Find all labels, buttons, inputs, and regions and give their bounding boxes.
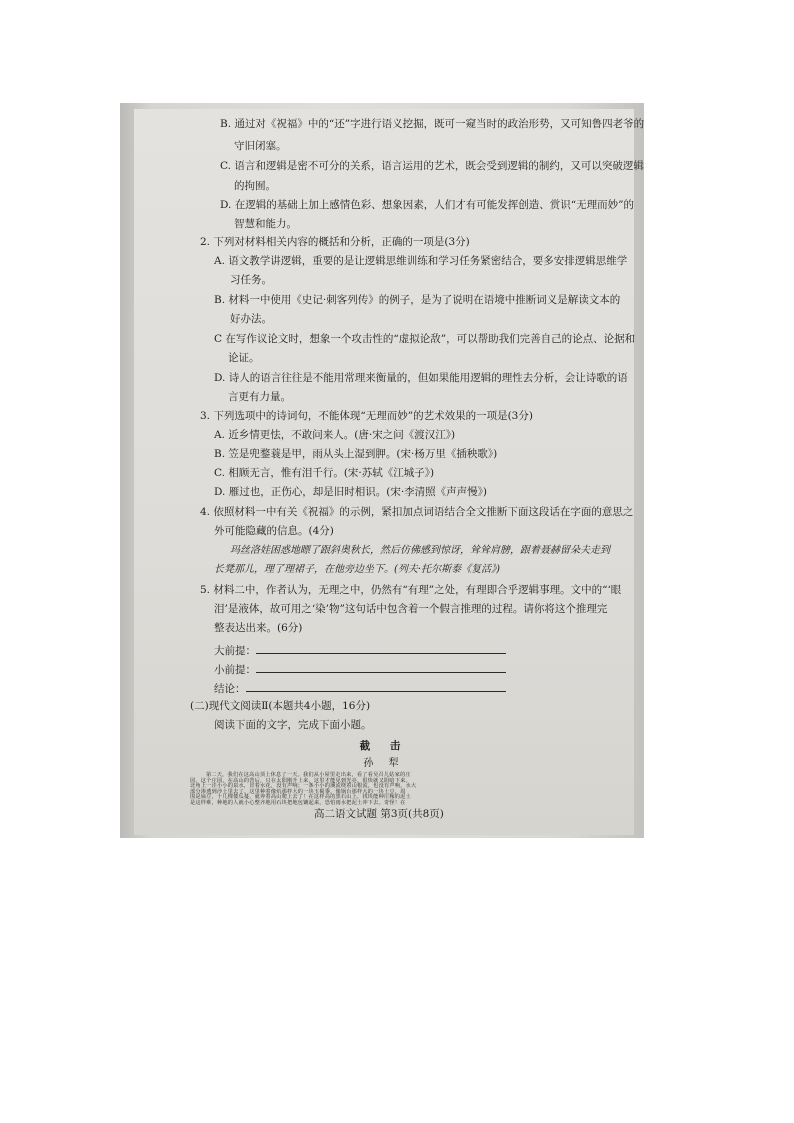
- conclusion-label: 结论：: [214, 683, 246, 695]
- q2-option-d-line1: D. 诗人的语言往往是不能用常理来衡量的，但如果能用逻辑的理性去分析，会让诗歌的语: [214, 372, 628, 384]
- q3-option-d: D. 雁过也，正伤心，却是旧时相识。(宋·李清照《声声慢》): [214, 486, 487, 498]
- q2-option-b-line1: B. 材料一中使用《史记·刺客列传》的例子，是为了说明在语境中推断词义是解读文本的: [214, 294, 621, 306]
- minor-premise-row: [214, 660, 506, 677]
- q5-stem-line3: 整表达出来。(6分): [214, 622, 303, 634]
- article-line: 部分渗透到沙土里去了。这里种着像炕那样大的一块玉蜀黍，像锅台那样大的一块土豆，周: [190, 788, 406, 795]
- q1-option-d-line2: 智慧和能力。: [234, 218, 297, 230]
- q1-option-c-line2: 的拘囿。: [234, 180, 276, 192]
- q2-option-b-line2: 好办法。: [230, 313, 272, 325]
- major-premise-label: 大前提：: [214, 645, 256, 657]
- q4-stem-line1: 4. 依照材料一中有关《祝福》的示例，紧扣加点词语结合全文推断下面这段话在字面的意思之: [200, 506, 634, 518]
- q3-stem: 3. 下列选项中的诗词句，不能体现“无理而妙”的艺术效果的一项是(3分): [200, 410, 533, 422]
- q3-option-b: B. 笠是兜鍪蓑是甲，雨从头上湿到胛。(宋·杨万里《插秧歌》): [214, 448, 498, 460]
- q2-option-d-line2: 言更有力量。: [228, 391, 291, 403]
- q2-stem: 2. 下列对材料相关内容的概括和分析，正确的一项是(3分): [200, 236, 470, 248]
- page-footer: 高二语文试题 第3页(共8页): [314, 808, 444, 820]
- q2-option-a-line1: A. 语文教学讲逻辑，重要的是让逻辑思维训练和学习任务紧密结合，要多安排逻辑思维学: [214, 255, 628, 267]
- photographed-page: [120, 103, 644, 838]
- article-line: 围是扁豆，十几棵倭瓜蔓，就奔着高山爬上去了！在这样高的黑石山上，找块能种庄稼的泥土: [190, 794, 411, 801]
- q3-option-a: A. 近乡情更怯，不敢问来人。(唐·宋之问《渡汉江》): [214, 429, 456, 441]
- q2-option-c-line1: C 在写作议论文时，想象一个攻击性的“虚拟论敌”，可以帮助我们完善自己的论点、论据和: [214, 333, 636, 345]
- q4-quote-line1: 玛丝洛娃困惑地瞟了跟斜奥秋长，然后仿佛感到惊讶，耸耸肩膀，跟着聂赫留朵夫走到: [230, 545, 610, 556]
- exam-sheet: [134, 109, 644, 835]
- q4-quote-line2: 长凳那儿，理了理裙子，在他旁边坐下。(列夫·托尔斯泰《复活》): [214, 564, 500, 575]
- section2-instruction: 阅读下面的文字，完成下面小题。: [214, 719, 372, 731]
- article-line: 是这样难，种地的人就小心整齐地用石块把地包镶起来，恐怕雨水把泥土冲下去。奇怪！在: [190, 800, 406, 806]
- article-line: 第二天，我们在这高山顶上休息了一天。我们从小屋里走出来，看了看吴召儿姑家的庄: [206, 772, 411, 778]
- minor-premise-answer-line[interactable]: [256, 660, 506, 673]
- article-title: 截 击: [359, 740, 409, 752]
- article-line: 北角上一洼小小的泉水，冒着水花，没有声响；一条小小的溪流绕着山根流，也没有声响，水大: [190, 783, 417, 790]
- article-author: 孙 犁: [363, 758, 405, 769]
- q2-option-c-line2: 论证。: [228, 352, 260, 364]
- conclusion-row: [214, 679, 506, 696]
- conclusion-answer-line[interactable]: [246, 679, 506, 692]
- major-premise-row: [214, 641, 506, 658]
- minor-premise-label: 小前提：: [214, 664, 256, 676]
- q5-stem-line2: 泪’是液体，故可用之‘染’物”这句话中包含着一个假言推理的过程。请你将这个推理完: [214, 603, 608, 615]
- section2-heading: (二)现代文阅读Ⅱ(本题共4小题，16分): [190, 700, 371, 712]
- major-premise-answer-line[interactable]: [256, 641, 506, 654]
- q1-option-d-line1: D. 在逻辑的基础上加上感情色彩、想象因素，人们才有可能发挥创造、赏识“无理而妙”的: [220, 199, 634, 211]
- q1-option-b-line2: 守旧闭塞。: [234, 140, 287, 152]
- q5-stem-line1: 5. 材料二中，作者认为，无理之中，仍然有“有理”之处，有理即合乎逻辑事理。文中的“‘眼: [200, 584, 622, 596]
- article-line: 园，这个庄园，在高山的背后，只在太阳刚升上来，这里才能见到光亮，很快就又阴暗下来。: [190, 777, 411, 784]
- q4-stem-line2: 外可能隐藏的信息。(4分): [214, 525, 334, 537]
- q3-option-c: C. 相顾无言，惟有泪千行。(宋·苏轼《江城子》): [214, 467, 435, 479]
- q2-option-a-line2: 习任务。: [230, 274, 272, 286]
- q1-option-b-line1: B. 通过对《祝福》中的“还”字进行语义挖掘，既可一窥当时的政治形势，又可知鲁四老爷的: [220, 118, 644, 130]
- q1-option-c-line1: C. 语言和逻辑是密不可分的关系，语言运用的艺术，既会受到逻辑的制约，又可以突破逻辑: [220, 160, 644, 172]
